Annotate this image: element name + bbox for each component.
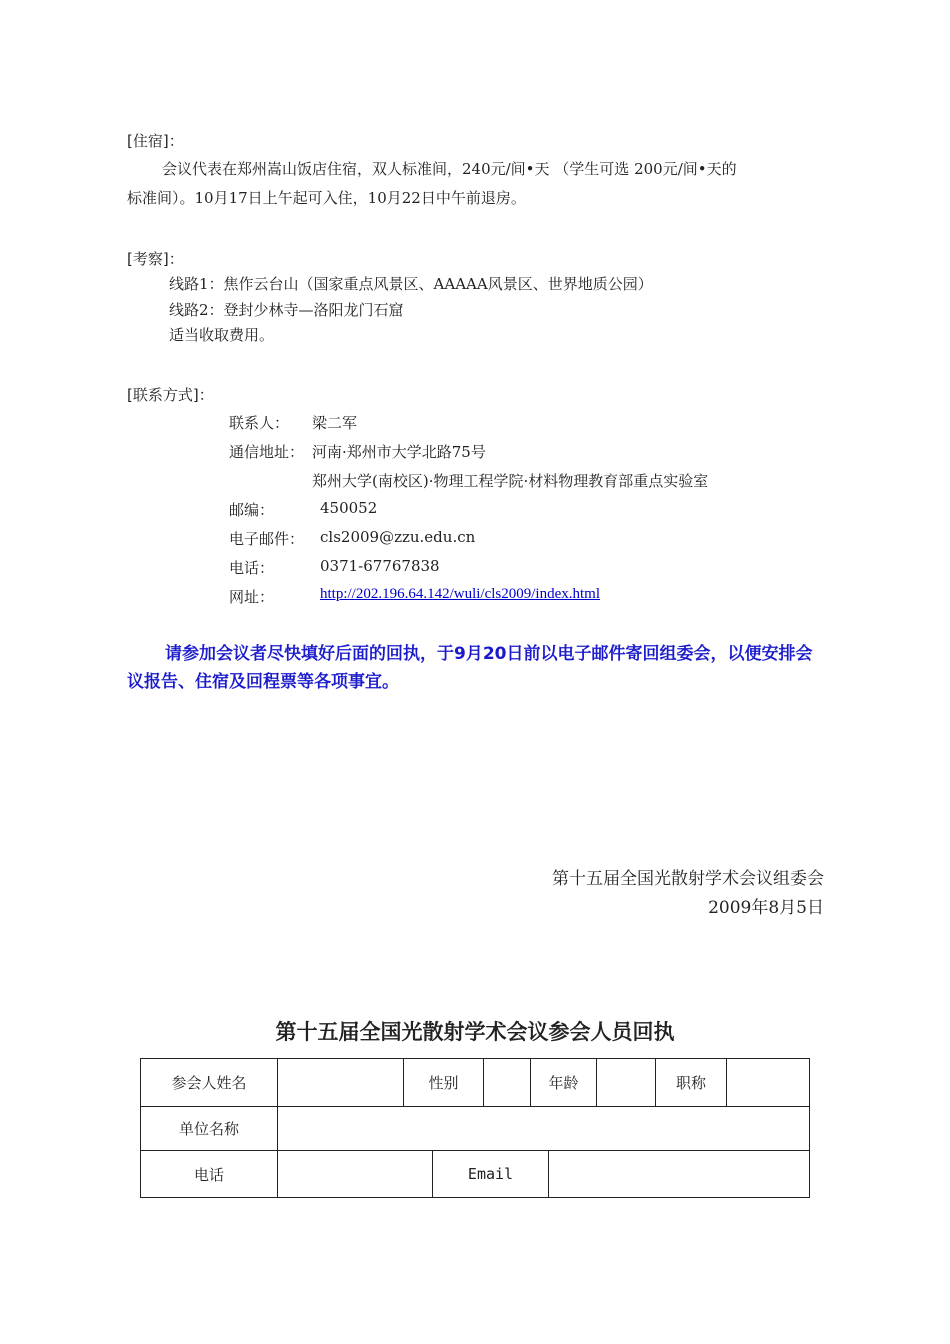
lodging-title: [住宿]： xyxy=(127,132,184,150)
contact-address-label: 通信地址： xyxy=(229,443,305,461)
gender-input-cell[interactable] xyxy=(484,1059,531,1107)
contact-zip-value: 450052 xyxy=(320,499,378,517)
contact-phone-label: 电话： xyxy=(229,559,275,577)
tour-title: [考察]： xyxy=(127,250,184,268)
contact-person-value: 梁二军 xyxy=(312,414,358,432)
signature-date: 2009年8月5日 xyxy=(708,898,824,918)
contact-phone-value: 0371-67767838 xyxy=(320,557,440,575)
org-label-cell: 单位名称 xyxy=(141,1107,278,1151)
lodging-text-line1: 会议代表在郑州嵩山饭店住宿，双人标准间，240元/间•天 （学生可选 200元/间•天的 xyxy=(162,160,737,178)
position-input-cell[interactable] xyxy=(727,1059,810,1107)
form-title: 第十五届全国光散射学术会议参会人员回执 xyxy=(275,1020,675,1044)
table-row xyxy=(141,1151,810,1198)
name-input-cell[interactable] xyxy=(278,1059,404,1107)
contact-address-line2: 郑州大学(南校区)·物理工程学院·材料物理教育部重点实验室 xyxy=(312,472,709,490)
email-label-cell: Email xyxy=(433,1151,549,1197)
tour-fee: 适当收取费用。 xyxy=(169,326,275,344)
name-label-cell: 参会人姓名 xyxy=(141,1059,278,1107)
contact-zip-label: 邮编： xyxy=(229,501,275,519)
email-input-cell[interactable] xyxy=(549,1151,810,1197)
org-input-cell[interactable] xyxy=(278,1107,810,1151)
phone-label-cell: 电话 xyxy=(141,1151,278,1198)
notice-text: 请参加会议者尽快填好后面的回执，于9月20日前以电子邮件寄回组委会，以便安排会议报告、住宿及回程票等各项事宜。 xyxy=(127,644,813,692)
contact-web-link[interactable]: http://202.196.64.142/wuli/cls2009/index.html xyxy=(320,586,600,602)
contact-email-label: 电子邮件： xyxy=(229,530,305,548)
contact-title: [联系方式]： xyxy=(127,386,214,404)
contact-person-label: 联系人： xyxy=(229,414,290,432)
contact-email-value[interactable]: cls2009@zzu.edu.cn xyxy=(320,528,476,546)
tour-route-1: 线路1：焦作云台山（国家重点风景区、AAAAA风景区、世界地质公园） xyxy=(169,275,653,293)
tour-route-2: 线路2：登封少林寺—洛阳龙门石窟 xyxy=(169,301,404,319)
phone-email-cell xyxy=(278,1151,810,1198)
table-row xyxy=(141,1059,810,1107)
position-label-cell: 职称 xyxy=(656,1059,727,1107)
contact-web-label: 网址： xyxy=(229,588,275,606)
contact-address-line1: 河南·郑州市大学北路75号 xyxy=(312,443,486,461)
signature-org: 第十五届全国光散射学术会议组委会 xyxy=(552,869,824,889)
table-row xyxy=(141,1107,810,1151)
age-label-cell: 年龄 xyxy=(531,1059,597,1107)
lodging-text-line2: 标准间）。10月17日上午起可入住，10月22日中午前退房。 xyxy=(127,189,526,207)
phone-email-subtable xyxy=(278,1151,809,1197)
reply-form-table xyxy=(140,1058,810,1198)
phone-input-cell[interactable] xyxy=(278,1151,433,1197)
gender-label-cell: 性别 xyxy=(404,1059,484,1107)
age-input-cell[interactable] xyxy=(597,1059,656,1107)
